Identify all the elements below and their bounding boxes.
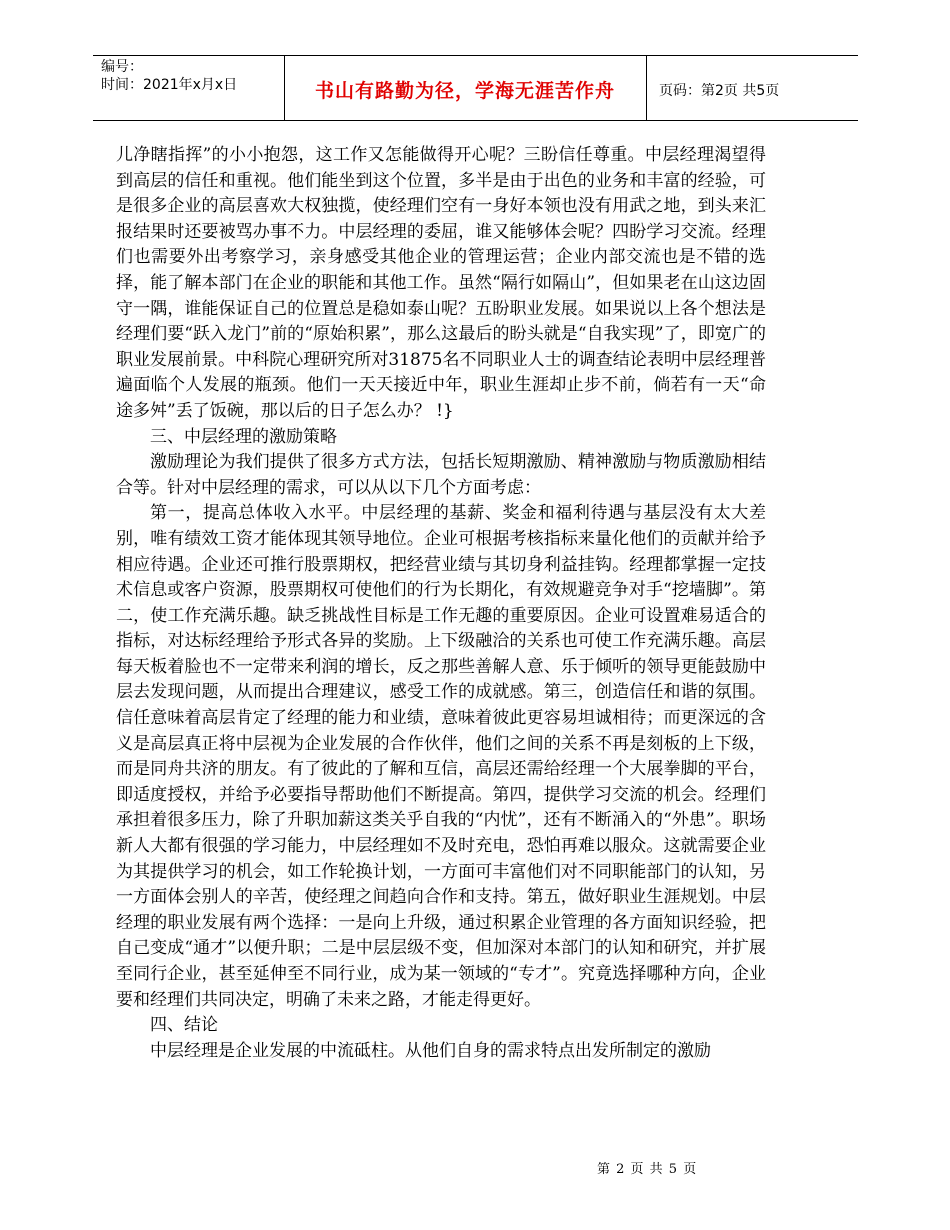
- header-divider-right: [646, 56, 647, 120]
- header-meta: [101, 58, 237, 94]
- section-heading-conclusion: 四、结论: [150, 1015, 218, 1036]
- document-body: [116, 143, 766, 1064]
- paragraph-continued: 儿净瞎指挥”的小小抱怨，这工作又怎能做得开心呢？三盼信任尊重。中层经理渴望得到高层的信任和重视。他们能坐到这个位置，多半是由于出色的业务和丰富的经验，可是很多企业的高层喜欢大权独揽，使经理们空有一身好本领也没有用武之地，到头来汇报结果时还要被骂办事不力。中层经理的委屈，谁又能够体会呢？四盼学习交流。经理们也需要外出考察学习，亲身感受其他企业的管理运营；企业内部交流也是不错的选择，能了解本部门在企业的职能和其他工作。虽然“隔行如隔山”，但如果老在山这边固守一隅，谁能保证自己的位置总是稳如泰山呢？五盼职业发展。如果说以上各个想法是经理们要“跃入龙门”前的“原始积累”，那么这最后的盼头就是“自我实现”了，即宽广的职业发展前景。中科院心理研究所对31875名不同职业人士的调查结论表明中层经理普遍面临个人发展的瓶颈。他们一天天接近中年，职业生涯却止步不前，倘若有一天“命途多舛”丢了饭碗，那以后的日子怎么办？ !}: [116, 145, 766, 421]
- section-heading-strategy: 三、中层经理的激励策略: [150, 426, 337, 447]
- header-time-label: 时间：2021年x月x日: [101, 77, 238, 93]
- paragraph-strategy-intro: 激励理论为我们提供了很多方式方法，包括长短期激励、精神激励与物质激励相结合等。针对中层经理的需求，可以从以下几个方面考虑：: [116, 452, 766, 498]
- header-motto: 书山有路勤为径，学海无涯苦作舟: [314, 80, 615, 102]
- header-page-info: 页码：第2页 共5页: [659, 83, 780, 99]
- paragraph-conclusion: 中层经理是企业发展的中流砥柱。从他们自身的需求特点出发所制定的激励: [150, 1040, 711, 1061]
- header-number-label: 编号：: [101, 59, 143, 75]
- page-footer-number: 第 2 页 共 5 页: [597, 1162, 698, 1177]
- paragraph-strategies: 第一，提高总体收入水平。中层经理的基薪、奖金和福利待遇与基层没有太大差别，唯有绩效工资才能体现其领导地位。企业可根据考核指标来量化他们的贡献并给予相应待遇。企业还可推行股票期权，把经营业绩与其切身利益挂钩。经理都掌握一定技术信息或客户资源，股票期权可使他们的行为长期化，有效规避竞争对手“挖墙脚”。第二，使工作充满乐趣。缺乏挑战性目标是工作无趣的重要原因。企业可设置难易适合的指标，对达标经理给予形式各异的奖励。上下级融洽的关系也可使工作充满乐趣。高层每天板着脸也不一定带来利润的增长，反之那些善解人意、乐于倾听的领导更能鼓励中层去发现问题，从而提出合理建议，感受工作的成就感。第三，创造信任和谐的氛围。信任意味着高层肯定了经理的能力和业绩，意味着彼此更容易坦诚相待；而更深远的含义是高层真正将中层视为企业发展的合作伙伴，他们之间的关系不再是刻板的上下级，而是同舟共济的朋友。有了彼此的了解和互信，高层还需给经理一个大展拳脚的平台，即适度授权，并给予必要指导帮助他们不断提高。第四，提供学习交流的机会。经理们承担着很多压力，除了升职加薪这类关乎自我的“内忧”，还有不断涌入的“外患”。职场新人大都有很强的学习能力，中层经理如不及时充电，恐怕再难以服众。这就需要企业为其提供学习的机会，如工作轮换计划，一方面可丰富他们对不同职能部门的认知，另一方面体会别人的辛苦，使经理之间趋向合作和支持。第五，做好职业生涯规划。中层经理的职业发展有两个选择：一是向上升级，通过积累企业管理的各方面知识经验，把自己变成“通才”以便升职；二是中层层级不变，但加深对本部门的认知和研究，并扩展至同行企业，甚至延伸至不同行业，成为某一领域的“专才”。究竟选择哪种方向，企业要和经理们共同决定，明确了未来之路，才能走得更好。: [116, 503, 766, 1010]
- page-header: [93, 55, 858, 121]
